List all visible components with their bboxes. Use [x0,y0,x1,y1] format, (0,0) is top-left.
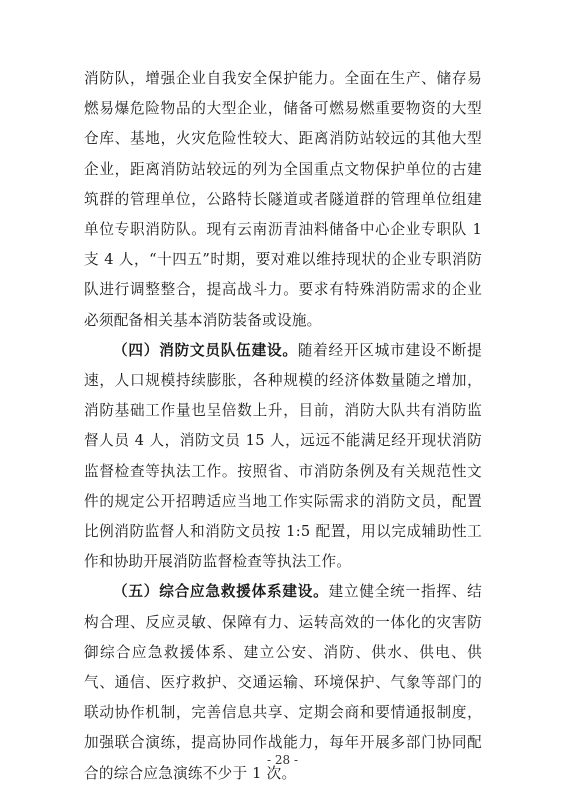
paragraph-2-text: 随着经开区城市建设不断提速，人口规模持续膨胀，各种规模的经济体数量随之增加，消防基础工作量也呈倍数上升，目前，消防大队共有消防监督人员 4 人，消防文员 15 人，远远不能满足经开现状消防监督检查等执法工作。按照省、市消防条例及有关规范性文件的规定公开招聘适应当地工作实际需求的消防文员，配置比例消防监督人和消防文员按 1:5 配置，用以完成辅助性工作和协助开展消防监督检查等执法工作。 [84,341,482,571]
paragraph-3-heading: （五）综合应急救援体系建设。 [113,583,329,601]
paragraph-1-text: 消防队，增强企业自我安全保护能力。全面在生产、储存易燃易爆危险物品的大型企业，储备可燃易燃重要物资的大型仓库、基地，火灾危险性较大、距离消防站较远的其他大型企业，距离消防站较远的列为全国重点文物保护单位的古建筑群的管理单位，公路特长隧道或者隧道群的管理单位组建单位专职消防队。现有云南沥青油料储备中心企业专职队 1 支 4 人，“十四五”时期，要对难以维持现状的企业专职消防队进行调整整合，提高战斗力。要求有特殊消防需求的企业必须配备相关基本消防装备或设施。 [84,70,482,329]
paragraph-2-heading: （四）消防文员队伍建设。 [113,341,298,359]
page-number: - 28 - [266,753,298,767]
body-text [84,64,482,789]
paragraph-1 [84,64,482,336]
paragraph-2 [84,336,482,578]
paragraph-3-text: 建立健全统一指挥、结构合理、反应灵敏、保障有力、运转高效的一体化的灾害防御综合应急救援体系、建立公安、消防、供水、供电、供气、通信、医疗救护、交通运输、环境保护、气象等部门的联动协作机制，完善信息共享、定期会商和要情通报制度，加强联合演练，提高协同作战能力，每年开展多部门协同配合的综合应急演练不少于 1 次。 [84,583,482,782]
